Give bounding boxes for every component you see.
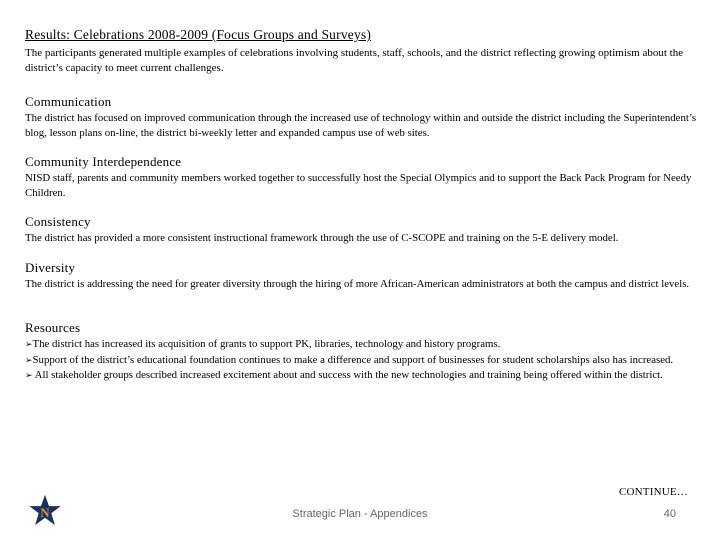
bullet-item: ➢The district has increased its acquisition of grants to support PK, libraries, technology and history programs. bbox=[25, 338, 501, 350]
section-heading: Diversity bbox=[25, 260, 76, 275]
section-communication bbox=[25, 94, 697, 140]
section-heading: Community Interdependence bbox=[25, 154, 182, 169]
bullet-item: ➢Support of the district’s educational foundation continues to make a difference and support of businesses for student scholarships also has increased. bbox=[25, 353, 674, 366]
page-title: Results: Celebrations 2008-2009 (Focus Groups and Surveys) bbox=[25, 27, 372, 42]
section-text: The district has focused on improved communication through the increased use of technology within and outside the district including the Superintendent’s blog, lesson plans on-line, the district bi-weekly letter and expanded campus use of web sites. bbox=[25, 112, 697, 139]
section-diversity bbox=[25, 260, 697, 292]
intro-paragraph: The participants generated multiple examples of celebrations involving students, staff, schools, and the district reflecting growing optimism about the district’s capacity to meet current challenges. bbox=[25, 47, 684, 74]
section-heading: Consistency bbox=[25, 214, 91, 229]
logo-letter: N bbox=[40, 505, 50, 520]
resources-bullets bbox=[25, 337, 697, 384]
section-heading: Communication bbox=[25, 94, 112, 109]
section-resources bbox=[25, 320, 697, 384]
section-consistency bbox=[25, 214, 697, 246]
arrow-bullet-icon: ➢ bbox=[25, 371, 33, 381]
arrow-bullet-icon: ➢ bbox=[25, 340, 33, 350]
section-community-interdependence bbox=[25, 154, 697, 200]
footer-title: Strategic Plan - Appendices bbox=[292, 508, 428, 520]
bullet-item: ➢ All stakeholder groups described increased excitement about and success with the new technologies and training being offered within the district. bbox=[25, 369, 663, 381]
page-number: 40 bbox=[663, 508, 676, 520]
continue-label: CONTINUE… bbox=[618, 486, 688, 498]
section-text: NISD staff, parents and community members worked together to successfully host the Special Olympics and to support the Back Pack Program for Needy Children. bbox=[25, 172, 692, 199]
section-text: The district has provided a more consistent instructional framework through the use of C-SCOPE and training on the 5-E delivery model. bbox=[25, 232, 619, 244]
section-text: The district is addressing the need for greater diversity through the hiring of more African-American administrators at both the campus and district levels. bbox=[25, 278, 690, 290]
section-heading: Resources bbox=[25, 320, 81, 335]
arrow-bullet-icon: ➢ bbox=[25, 355, 33, 366]
